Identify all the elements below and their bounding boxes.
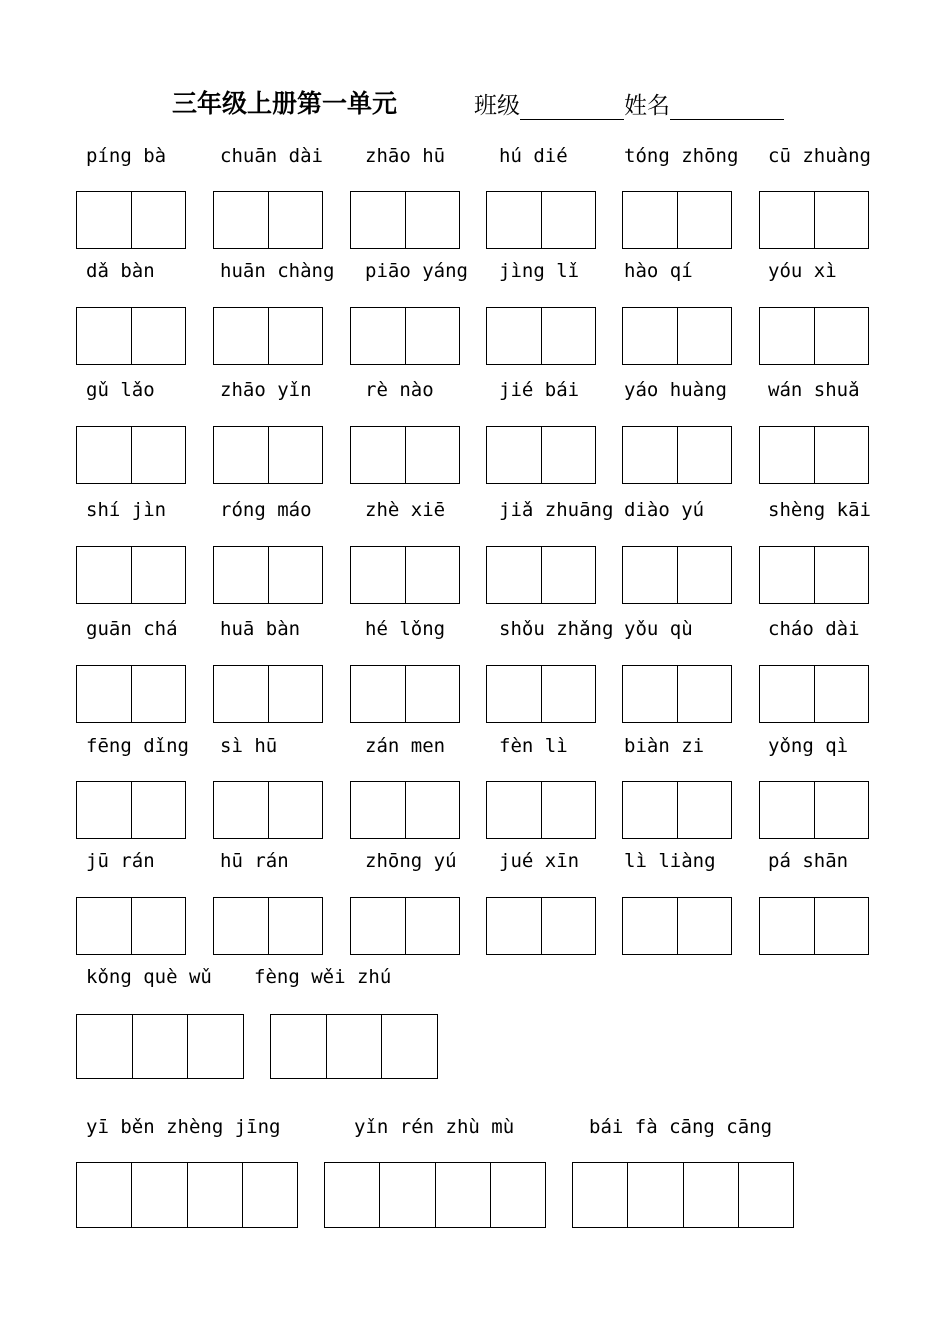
writing-cell[interactable] — [351, 898, 405, 954]
writing-box-group — [350, 665, 460, 723]
pinyin-label: shí jìn — [86, 499, 167, 521]
pinyin-label: gǔ lǎo — [86, 379, 155, 401]
writing-cell[interactable] — [214, 782, 268, 838]
writing-cell[interactable] — [405, 666, 460, 722]
writing-cell[interactable] — [677, 427, 732, 483]
writing-box-group — [759, 191, 869, 249]
pinyin-label: jiǎ zhuāng — [499, 499, 614, 521]
pinyin-label: piāo yáng — [365, 260, 468, 282]
writing-cell[interactable] — [573, 1163, 627, 1227]
writing-box-group — [213, 781, 323, 839]
writing-cell[interactable] — [814, 666, 869, 722]
writing-cell[interactable] — [268, 427, 323, 483]
pinyin-label: huā bàn — [220, 618, 301, 640]
writing-cell[interactable] — [214, 192, 268, 248]
writing-cell[interactable] — [541, 666, 596, 722]
writing-cell[interactable] — [760, 547, 814, 603]
writing-cell[interactable] — [77, 547, 131, 603]
pinyin-label: guān chá — [86, 618, 178, 640]
writing-cell[interactable] — [814, 898, 869, 954]
writing-cell[interactable] — [131, 547, 186, 603]
writing-box-group — [76, 546, 186, 604]
writing-cell[interactable] — [487, 782, 541, 838]
writing-cell[interactable] — [242, 1163, 297, 1227]
writing-cell[interactable] — [541, 898, 596, 954]
writing-cell[interactable] — [326, 1015, 382, 1078]
pinyin-label: huān chàng — [220, 260, 335, 282]
writing-cell[interactable] — [683, 1163, 738, 1227]
pinyin-label: yáo huàng — [624, 379, 727, 401]
pinyin-label: kǒng què wǔ — [86, 966, 212, 988]
writing-box-group — [486, 897, 596, 955]
writing-cell[interactable] — [351, 308, 405, 364]
pinyin-label: fēng dǐng — [86, 735, 189, 757]
writing-box-group — [759, 781, 869, 839]
writing-cell[interactable] — [677, 547, 732, 603]
writing-cell[interactable] — [490, 1163, 545, 1227]
writing-cell[interactable] — [814, 427, 869, 483]
writing-cell[interactable] — [405, 192, 460, 248]
writing-cell[interactable] — [541, 192, 596, 248]
pinyin-label: bái fà cāng cāng — [589, 1116, 773, 1138]
pinyin-label: lì liàng — [624, 850, 716, 872]
writing-box-group — [76, 426, 186, 484]
writing-cell[interactable] — [351, 427, 405, 483]
writing-cell[interactable] — [131, 782, 186, 838]
writing-cell[interactable] — [487, 898, 541, 954]
writing-box-group — [76, 191, 186, 249]
writing-cell[interactable] — [487, 547, 541, 603]
pinyin-label: cháo dài — [768, 618, 860, 640]
pinyin-label: hào qí — [624, 260, 693, 282]
writing-cell[interactable] — [623, 782, 677, 838]
pinyin-label: biàn zi — [624, 735, 705, 757]
writing-cell[interactable] — [268, 192, 323, 248]
page-title: 三年级上册第一单元 — [172, 89, 398, 118]
writing-box-group — [486, 307, 596, 365]
writing-cell[interactable] — [268, 308, 323, 364]
pinyin-label: chuān dài — [220, 145, 323, 167]
pinyin-label: shǒu zhǎng — [499, 618, 614, 640]
writing-box-group — [350, 897, 460, 955]
pinyin-label: zán men — [365, 735, 446, 757]
writing-cell[interactable] — [760, 192, 814, 248]
writing-cell[interactable] — [214, 666, 268, 722]
pinyin-label: zhōng yú — [365, 850, 457, 872]
writing-cell[interactable] — [77, 666, 131, 722]
class-label: 班级 — [474, 93, 520, 119]
writing-box-group — [486, 426, 596, 484]
writing-box-group — [759, 426, 869, 484]
writing-box-group — [350, 426, 460, 484]
writing-cell[interactable] — [351, 192, 405, 248]
writing-cell[interactable] — [77, 782, 131, 838]
pinyin-label: jū rán — [86, 850, 155, 872]
writing-box-group — [572, 1162, 794, 1228]
writing-box-group — [759, 546, 869, 604]
pinyin-label: diào yú — [624, 499, 705, 521]
writing-cell[interactable] — [487, 308, 541, 364]
writing-box-group — [622, 546, 732, 604]
writing-cell[interactable] — [623, 308, 677, 364]
writing-box-group — [76, 307, 186, 365]
writing-box-group — [213, 665, 323, 723]
writing-cell[interactable] — [268, 782, 323, 838]
pinyin-label: yóu xì — [768, 260, 837, 282]
writing-box-group — [76, 665, 186, 723]
writing-box-group — [213, 426, 323, 484]
pinyin-label: jié bái — [499, 379, 580, 401]
name-label: 姓名 — [624, 93, 670, 119]
writing-box-group — [622, 781, 732, 839]
writing-box-group — [76, 897, 186, 955]
writing-cell[interactable] — [487, 192, 541, 248]
writing-cell[interactable] — [677, 308, 732, 364]
writing-box-group — [622, 897, 732, 955]
writing-cell[interactable] — [131, 1163, 186, 1227]
writing-box-group — [486, 546, 596, 604]
writing-cell[interactable] — [132, 1015, 188, 1078]
writing-cell[interactable] — [131, 898, 186, 954]
writing-cell[interactable] — [351, 547, 405, 603]
writing-cell[interactable] — [677, 192, 732, 248]
pinyin-label: hū rán — [220, 850, 289, 872]
pinyin-label: zhè xiē — [365, 499, 446, 521]
writing-box-group — [76, 1162, 298, 1228]
writing-cell[interactable] — [379, 1163, 434, 1227]
writing-box-group — [213, 897, 323, 955]
writing-box-group — [759, 307, 869, 365]
writing-cell[interactable] — [814, 308, 869, 364]
writing-cell[interactable] — [623, 547, 677, 603]
writing-cell[interactable] — [131, 427, 186, 483]
pinyin-label: jìng lǐ — [499, 260, 580, 282]
pinyin-label: yǒu qù — [624, 618, 693, 640]
writing-cell[interactable] — [435, 1163, 490, 1227]
writing-box-group — [213, 546, 323, 604]
writing-box-group — [213, 307, 323, 365]
writing-cell[interactable] — [541, 547, 596, 603]
pinyin-label: pá shān — [768, 850, 849, 872]
writing-cell[interactable] — [351, 666, 405, 722]
writing-cell[interactable] — [214, 547, 268, 603]
pinyin-label: dǎ bàn — [86, 260, 155, 282]
writing-cell[interactable] — [77, 308, 131, 364]
writing-cell[interactable] — [760, 427, 814, 483]
pinyin-label: tóng zhōng — [624, 145, 739, 167]
writing-cell[interactable] — [77, 898, 131, 954]
pinyin-label: fèn lì — [499, 735, 568, 757]
pinyin-label: jué xīn — [499, 850, 580, 872]
writing-cell[interactable] — [541, 782, 596, 838]
writing-box-group — [622, 665, 732, 723]
writing-box-group — [486, 665, 596, 723]
writing-cell[interactable] — [541, 308, 596, 364]
pinyin-label: wán shuǎ — [768, 379, 860, 401]
writing-cell[interactable] — [131, 308, 186, 364]
writing-box-group — [622, 307, 732, 365]
pinyin-label: hú dié — [499, 145, 568, 167]
pinyin-label: fèng wěi zhú — [254, 966, 392, 988]
writing-cell[interactable] — [677, 782, 732, 838]
writing-cell[interactable] — [214, 308, 268, 364]
pinyin-label: shèng kāi — [768, 499, 871, 521]
writing-box-group — [76, 781, 186, 839]
writing-cell[interactable] — [381, 1015, 437, 1078]
writing-cell[interactable] — [325, 1163, 379, 1227]
writing-cell[interactable] — [187, 1163, 242, 1227]
pinyin-label: cū zhuàng — [768, 145, 871, 167]
writing-box-group — [486, 191, 596, 249]
writing-cell[interactable] — [541, 427, 596, 483]
writing-cell[interactable] — [487, 666, 541, 722]
pinyin-label: hé lǒng — [365, 618, 446, 640]
writing-box-group — [324, 1162, 546, 1228]
writing-box-group — [759, 897, 869, 955]
writing-box-group — [622, 426, 732, 484]
writing-cell[interactable] — [760, 782, 814, 838]
pinyin-label: zhāo hū — [365, 145, 446, 167]
writing-cell[interactable] — [677, 666, 732, 722]
writing-cell[interactable] — [487, 427, 541, 483]
pinyin-label: rè nào — [365, 379, 434, 401]
writing-cell[interactable] — [77, 1163, 131, 1227]
writing-box-group — [486, 781, 596, 839]
writing-cell[interactable] — [405, 547, 460, 603]
writing-cell[interactable] — [131, 192, 186, 248]
writing-cell[interactable] — [760, 666, 814, 722]
writing-cell[interactable] — [77, 427, 131, 483]
writing-box-group — [350, 307, 460, 365]
writing-cell[interactable] — [623, 898, 677, 954]
student-info — [474, 87, 784, 120]
writing-cell[interactable] — [214, 898, 268, 954]
pinyin-label: píng bà — [86, 145, 167, 167]
writing-cell[interactable] — [268, 898, 323, 954]
writing-cell[interactable] — [131, 666, 186, 722]
writing-cell[interactable] — [271, 1015, 326, 1078]
writing-cell[interactable] — [760, 308, 814, 364]
writing-cell[interactable] — [405, 308, 460, 364]
writing-cell[interactable] — [627, 1163, 682, 1227]
writing-cell[interactable] — [814, 782, 869, 838]
writing-cell[interactable] — [268, 547, 323, 603]
writing-box-group — [270, 1014, 438, 1079]
writing-cell[interactable] — [77, 1015, 132, 1078]
name-blank[interactable] — [670, 93, 784, 120]
writing-box-group — [759, 665, 869, 723]
pinyin-label: yǒng qì — [768, 735, 849, 757]
writing-cell[interactable] — [623, 427, 677, 483]
writing-cell[interactable] — [77, 192, 131, 248]
writing-cell[interactable] — [623, 192, 677, 248]
pinyin-label: yǐn rén zhù mù — [354, 1116, 515, 1138]
pinyin-label: zhāo yǐn — [220, 379, 312, 401]
writing-cell[interactable] — [187, 1015, 243, 1078]
writing-box-group — [76, 1014, 244, 1079]
writing-cell[interactable] — [214, 427, 268, 483]
writing-cell[interactable] — [738, 1163, 793, 1227]
pinyin-label: róng máo — [220, 499, 312, 521]
writing-cell[interactable] — [814, 192, 869, 248]
writing-cell[interactable] — [405, 782, 460, 838]
writing-cell[interactable] — [760, 898, 814, 954]
writing-box-group — [350, 191, 460, 249]
writing-cell[interactable] — [405, 898, 460, 954]
writing-cell[interactable] — [405, 427, 460, 483]
writing-cell[interactable] — [677, 898, 732, 954]
writing-box-group — [350, 546, 460, 604]
writing-box-group — [622, 191, 732, 249]
writing-cell[interactable] — [623, 666, 677, 722]
writing-cell[interactable] — [814, 547, 869, 603]
writing-cell[interactable] — [351, 782, 405, 838]
writing-cell[interactable] — [268, 666, 323, 722]
writing-box-group — [213, 191, 323, 249]
class-blank[interactable] — [520, 93, 624, 120]
pinyin-label: sì hū — [220, 735, 278, 757]
writing-box-group — [350, 781, 460, 839]
pinyin-label: yī běn zhèng jīng — [86, 1116, 281, 1138]
